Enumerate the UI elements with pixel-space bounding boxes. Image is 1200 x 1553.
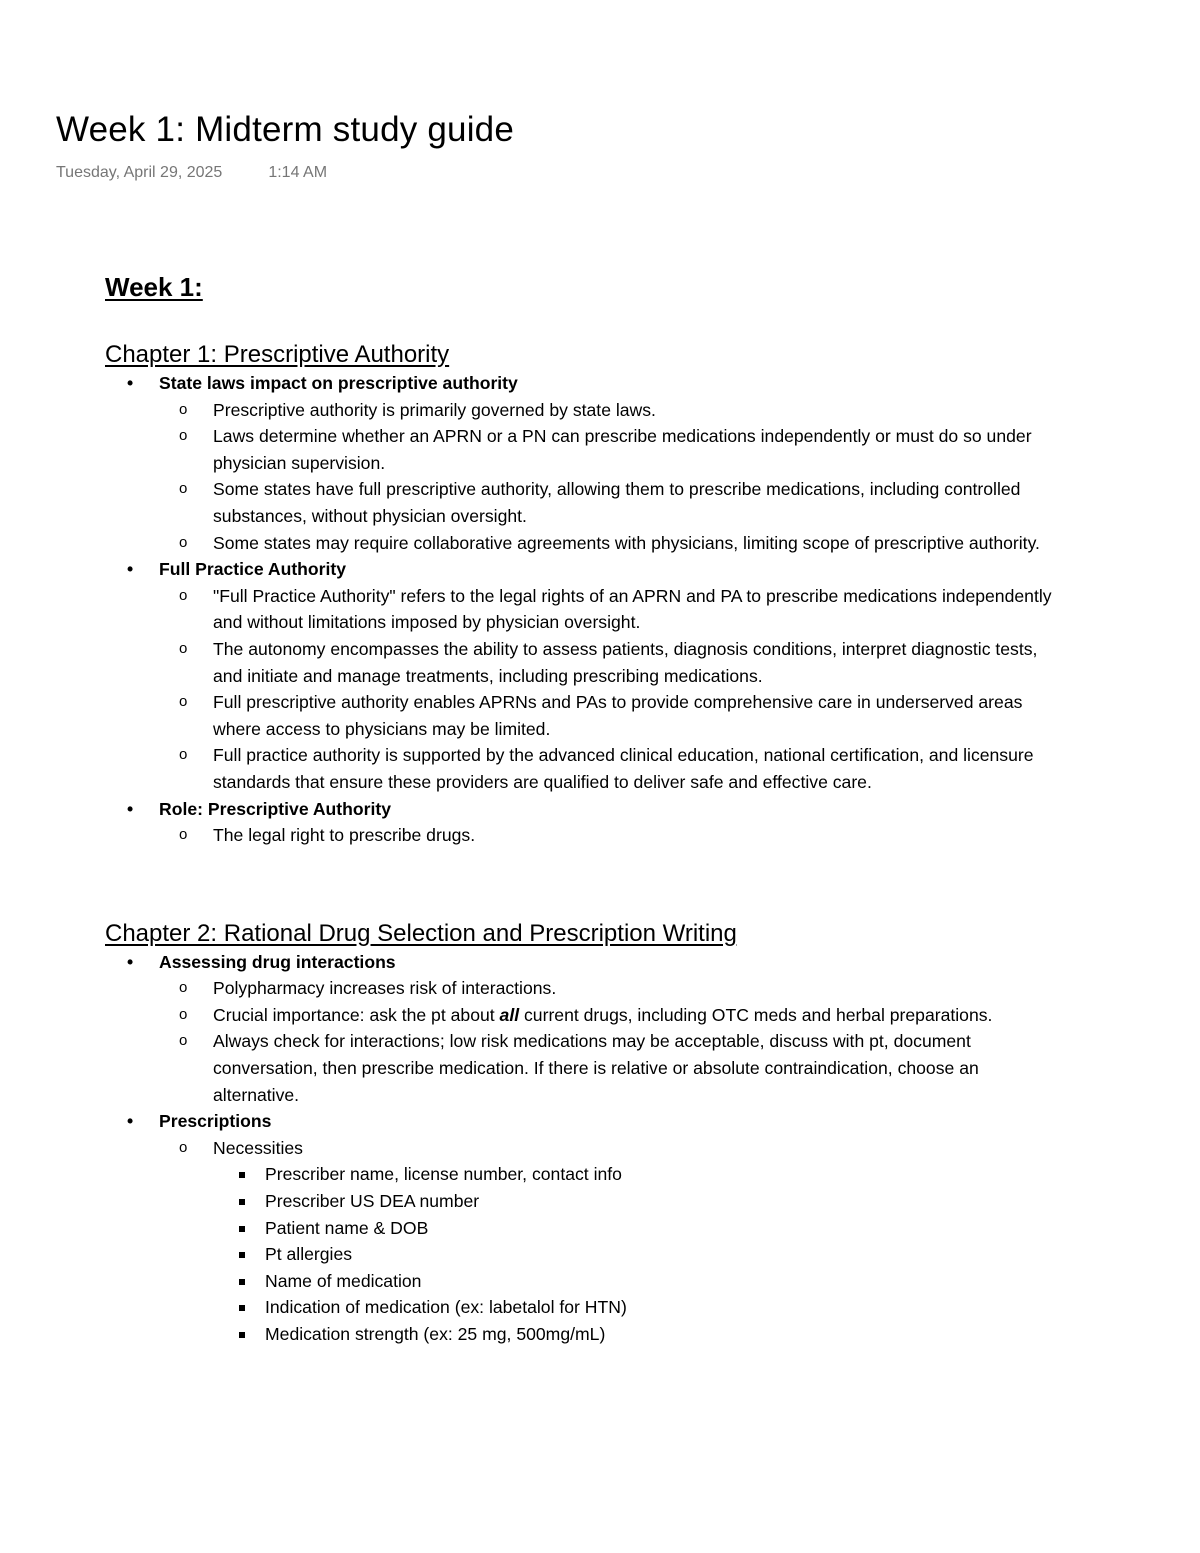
item-text: The autonomy encompasses the ability to assess patients, diagnosis conditions, interpret diagnostic tests, and initiate and manage treatments, including prescribing medications. xyxy=(213,638,1038,686)
item-text: The legal right to prescribe drugs. xyxy=(213,825,476,846)
list-item xyxy=(159,1135,1065,1348)
chapter-2-list xyxy=(105,949,1065,1348)
list-item xyxy=(159,975,1065,1002)
section-state-laws xyxy=(105,370,1065,556)
circle-bullet-icon: o xyxy=(179,1005,188,1023)
circle-bullet-icon: o xyxy=(179,1032,188,1050)
square-bullet-icon xyxy=(239,1199,245,1205)
circle-bullet-icon: o xyxy=(179,1138,188,1156)
circle-bullet-icon: o xyxy=(179,746,188,764)
chapter-heading: Chapter 1: Prescriptive Authority xyxy=(105,341,450,368)
sub-list xyxy=(159,1135,1065,1348)
page-date: Tuesday, April 29, 2025 xyxy=(56,164,223,181)
item-text: Full prescriptive authority enables APRNs and PAs to provide comprehensive care in underserved areas where access to physicians may be limited. xyxy=(213,692,1023,739)
section-heading: State laws impact on prescriptive authority xyxy=(159,373,518,393)
page-time: 1:14 AM xyxy=(268,164,328,181)
section-prescriptions xyxy=(105,1108,1065,1347)
section-full-practice-authority xyxy=(105,556,1065,795)
list-item xyxy=(159,1002,1065,1029)
section-heading: Full Practice Authority xyxy=(159,559,347,580)
square-bullet-icon xyxy=(239,1252,245,1258)
item-text-after: current drugs, including OTC meds and herbal preparations. xyxy=(519,1004,993,1025)
item-text: Prescriptive authority is primarily governed by state laws. xyxy=(213,399,656,420)
item-text-before: Crucial importance: ask the pt about xyxy=(213,1004,500,1025)
circle-bullet-icon: o xyxy=(179,693,188,711)
circle-bullet-icon: o xyxy=(179,533,188,551)
emphasis-text: all xyxy=(499,1004,520,1025)
list-item xyxy=(213,1294,1065,1321)
list-item xyxy=(213,1161,1065,1188)
list-item xyxy=(159,636,1065,689)
item-text: Some states may require collaborative agreements with physicians, limiting scope of prescriptive authority. xyxy=(213,532,1040,553)
note-content xyxy=(105,268,1065,1348)
circle-bullet-icon: o xyxy=(179,427,188,445)
item-text: Pt allergies xyxy=(265,1244,353,1265)
circle-bullet-icon: o xyxy=(179,979,188,997)
bullet-icon: • xyxy=(127,1111,134,1132)
item-text: Full practice authority is supported by the advanced clinical education, national certification, and licensure standards that ensure these providers are qualified to deliver safe and effective care. xyxy=(213,745,1034,792)
square-bullet-icon xyxy=(239,1332,245,1338)
item-text: Patient name & DOB xyxy=(265,1217,429,1238)
item-text: Polypharmacy increases risk of interactions. xyxy=(213,978,557,999)
list-item xyxy=(213,1215,1065,1242)
list-item xyxy=(159,397,1065,424)
section-heading: Role: Prescriptive Authority xyxy=(159,798,392,819)
list-item xyxy=(159,423,1065,476)
sub-list xyxy=(159,397,1065,557)
item-text: Necessities xyxy=(213,1137,303,1158)
square-bullet-icon xyxy=(239,1305,245,1311)
necessities-list xyxy=(213,1161,1065,1347)
item-text: Always check for interactions; low risk medications may be acceptable, discuss with pt, document conversation, then prescribe medication. If there is relative or absolute contraindication, choose an alternative. xyxy=(213,1031,979,1105)
page-title: Week 1: Midterm study guide xyxy=(56,110,515,149)
list-item xyxy=(159,822,1065,849)
item-text: Medication strength (ex: 25 mg, 500mg/mL) xyxy=(265,1324,606,1344)
list-item xyxy=(159,476,1065,529)
list-item xyxy=(159,689,1065,742)
item-text: Some states have full prescriptive authority, allowing them to prescribe medications, including controlled substances, without physician oversight. xyxy=(213,479,1021,526)
list-item xyxy=(159,583,1065,636)
square-bullet-icon xyxy=(239,1279,245,1285)
list-item xyxy=(213,1188,1065,1215)
list-item xyxy=(159,742,1065,795)
circle-bullet-icon: o xyxy=(179,586,188,604)
item-text: Prescriber name, license number, contact info xyxy=(265,1164,622,1185)
bullet-icon: • xyxy=(127,798,134,819)
list-item xyxy=(159,1028,1065,1108)
week-heading: Week 1: xyxy=(105,272,203,302)
circle-bullet-icon: o xyxy=(179,480,188,498)
section-heading: Assessing drug interactions xyxy=(159,951,396,972)
chapter-1-list xyxy=(105,370,1065,849)
sub-list xyxy=(159,975,1065,1108)
circle-bullet-icon: o xyxy=(179,639,188,657)
item-text: Prescriber US DEA number xyxy=(265,1191,480,1212)
bullet-icon: • xyxy=(127,373,134,393)
section-drug-interactions xyxy=(105,949,1065,1109)
item-text: Indication of medication (ex: labetalol for HTN) xyxy=(265,1297,627,1318)
bullet-icon: • xyxy=(127,559,134,580)
sub-list xyxy=(159,822,1065,849)
chapter-heading: Chapter 2: Rational Drug Selection and Prescription Writing xyxy=(105,919,737,947)
section-heading: Prescriptions xyxy=(159,1111,272,1132)
item-text: "Full Practice Authority" refers to the legal rights of an APRN and PA to prescribe medications independently and without limitations imposed by physician oversight. xyxy=(213,585,1052,633)
page-meta xyxy=(56,162,327,184)
section-role xyxy=(105,796,1065,849)
square-bullet-icon xyxy=(239,1226,245,1232)
circle-bullet-icon: o xyxy=(179,400,188,418)
sub-list xyxy=(159,583,1065,796)
circle-bullet-icon: o xyxy=(179,826,188,844)
square-bullet-icon xyxy=(239,1172,245,1178)
item-text xyxy=(213,1005,992,1025)
list-item xyxy=(213,1268,1065,1295)
list-item xyxy=(159,530,1065,557)
list-item xyxy=(213,1241,1065,1268)
list-item xyxy=(213,1321,1065,1348)
item-text: Laws determine whether an APRN or a PN can prescribe medications independently or must do so under physician supervision. xyxy=(213,426,1032,473)
item-text: Name of medication xyxy=(265,1270,422,1291)
bullet-icon: • xyxy=(127,951,134,972)
